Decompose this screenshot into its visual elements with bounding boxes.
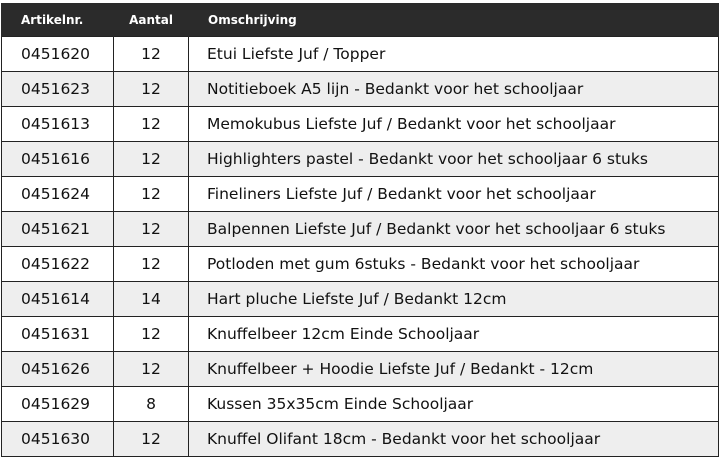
article-number-cell: 0451621: [2, 212, 114, 247]
table-row: [2, 247, 719, 282]
description-cell: Memokubus Liefste Juf / Bedankt voor het schooljaar: [189, 107, 719, 142]
article-number-cell: 0451616: [2, 142, 114, 177]
article-number-cell: 0451624: [2, 177, 114, 212]
description-cell: Etui Liefste Juf / Topper: [189, 37, 719, 72]
table-row: [2, 212, 719, 247]
table-row: [2, 142, 719, 177]
table-row: [2, 37, 719, 72]
description-cell: Knuffelbeer + Hoodie Liefste Juf / Bedankt - 12cm: [189, 352, 719, 387]
table-row: [2, 387, 719, 422]
header-row: [2, 3, 719, 37]
table-row: [2, 282, 719, 317]
table-row: [2, 352, 719, 387]
article-number-cell: 0451614: [2, 282, 114, 317]
quantity-cell: 12: [114, 247, 189, 282]
product-table: [1, 3, 719, 457]
table-body: [2, 37, 719, 457]
description-cell: Kussen 35x35cm Einde Schooljaar: [189, 387, 719, 422]
table-row: [2, 422, 719, 457]
header-description: Omschrijving: [189, 3, 719, 37]
article-number-cell: 0451629: [2, 387, 114, 422]
header-article-number: Artikelnr.: [2, 3, 114, 37]
description-cell: Fineliners Liefste Juf / Bedankt voor het schooljaar: [189, 177, 719, 212]
quantity-cell: 12: [114, 72, 189, 107]
quantity-cell: 8: [114, 387, 189, 422]
quantity-cell: 12: [114, 107, 189, 142]
table-header: [2, 3, 719, 37]
quantity-cell: 12: [114, 212, 189, 247]
article-number-cell: 0451630: [2, 422, 114, 457]
table-row: [2, 317, 719, 352]
quantity-cell: 12: [114, 422, 189, 457]
quantity-cell: 12: [114, 177, 189, 212]
article-number-cell: 0451623: [2, 72, 114, 107]
description-cell: Knuffel Olifant 18cm - Bedankt voor het schooljaar: [189, 422, 719, 457]
article-number-cell: 0451631: [2, 317, 114, 352]
quantity-cell: 12: [114, 142, 189, 177]
description-cell: Knuffelbeer 12cm Einde Schooljaar: [189, 317, 719, 352]
description-cell: Balpennen Liefste Juf / Bedankt voor het schooljaar 6 stuks: [189, 212, 719, 247]
table-row: [2, 72, 719, 107]
header-quantity: Aantal: [114, 3, 189, 37]
description-cell: Notitieboek A5 lijn - Bedankt voor het schooljaar: [189, 72, 719, 107]
quantity-cell: 12: [114, 37, 189, 72]
table-row: [2, 177, 719, 212]
quantity-cell: 12: [114, 317, 189, 352]
article-number-cell: 0451626: [2, 352, 114, 387]
table-row: [2, 107, 719, 142]
description-cell: Hart pluche Liefste Juf / Bedankt 12cm: [189, 282, 719, 317]
article-number-cell: 0451620: [2, 37, 114, 72]
article-number-cell: 0451613: [2, 107, 114, 142]
description-cell: Highlighters pastel - Bedankt voor het schooljaar 6 stuks: [189, 142, 719, 177]
quantity-cell: 12: [114, 352, 189, 387]
quantity-cell: 14: [114, 282, 189, 317]
article-number-cell: 0451622: [2, 247, 114, 282]
description-cell: Potloden met gum 6stuks - Bedankt voor het schooljaar: [189, 247, 719, 282]
